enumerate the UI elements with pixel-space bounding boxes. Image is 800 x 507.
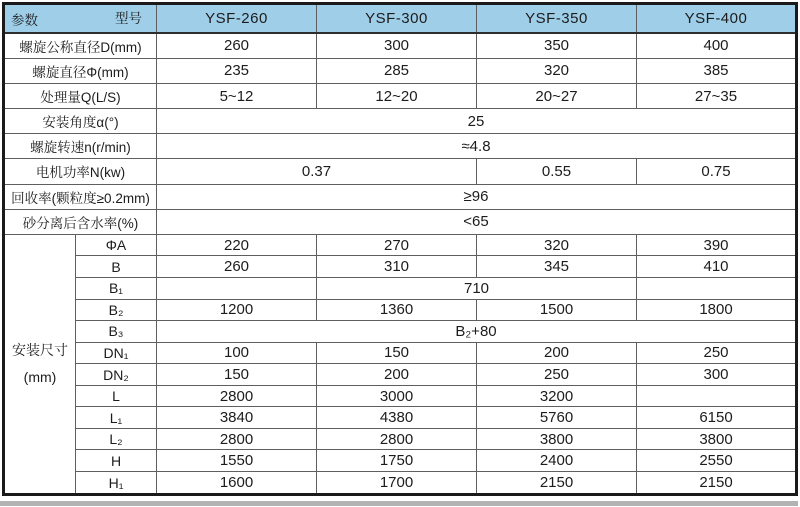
install-value-cell: 270 <box>317 234 477 256</box>
install-value-cell <box>637 277 797 299</box>
install-sub-label: DN₂ <box>76 364 157 386</box>
param-value-cell: 0.55 <box>477 159 637 184</box>
param-value-cell: 350 <box>477 33 637 59</box>
install-value-cell: 345 <box>477 256 637 278</box>
param-row-label: 砂分离后含水率(%) <box>4 209 157 234</box>
param-value-cell: 25 <box>157 109 797 134</box>
install-row <box>4 407 797 429</box>
install-row <box>4 321 797 343</box>
header-row <box>4 4 797 33</box>
install-value-cell: 5760 <box>477 407 637 429</box>
install-value-cell: 4380 <box>317 407 477 429</box>
model-header-3: YSF-350 <box>477 4 637 33</box>
install-value-cell: 150 <box>157 364 317 386</box>
param-row-label: 螺旋公称直径D(mm) <box>4 33 157 59</box>
install-value-cell: 1700 <box>317 472 477 495</box>
param-row <box>4 83 797 108</box>
install-sub-label: L₁ <box>76 407 157 429</box>
install-row <box>4 342 797 364</box>
install-value-cell: 1750 <box>317 450 477 472</box>
install-value-cell: 200 <box>317 364 477 386</box>
install-value-cell: 3200 <box>477 385 637 407</box>
install-row <box>4 385 797 407</box>
install-value-cell: 3840 <box>157 407 317 429</box>
install-value-cell: 1550 <box>157 450 317 472</box>
install-value-cell: 310 <box>317 256 477 278</box>
param-value-cell: 0.75 <box>637 159 797 184</box>
model-header-4: YSF-400 <box>637 4 797 33</box>
param-value-cell: 300 <box>317 33 477 59</box>
install-value-cell: 2150 <box>477 472 637 495</box>
param-value-cell: 235 <box>157 58 317 83</box>
install-row <box>4 256 797 278</box>
install-value-cell: 2550 <box>637 450 797 472</box>
install-value-cell: 2800 <box>317 428 477 450</box>
param-row <box>4 58 797 83</box>
install-value-cell: 3000 <box>317 385 477 407</box>
install-value-cell: 100 <box>157 342 317 364</box>
param-row-label: 回收率(颗粒度≥0.2mm) <box>4 184 157 209</box>
corner-param-label: 参数 <box>11 12 38 28</box>
install-sub-label: DN₁ <box>76 342 157 364</box>
param-value-cell: 12~20 <box>317 83 477 108</box>
install-sub-label: L <box>76 385 157 407</box>
install-group-label-line2: (mm) <box>23 368 57 385</box>
scan-edge-shadow <box>0 501 798 506</box>
install-row <box>4 472 797 495</box>
param-value-cell: 260 <box>157 33 317 59</box>
param-value-cell: ≥96 <box>157 184 797 209</box>
install-sub-label: H <box>76 450 157 472</box>
install-value-cell: 200 <box>477 342 637 364</box>
param-value-cell: 5~12 <box>157 83 317 108</box>
install-value-cell: 3800 <box>477 428 637 450</box>
param-value-cell: 385 <box>637 58 797 83</box>
param-value-cell: <65 <box>157 209 797 234</box>
param-row-label: 安装角度α(°) <box>4 109 157 134</box>
install-row <box>4 234 797 256</box>
install-value-cell: 1360 <box>317 299 477 321</box>
install-value-cell: 710 <box>317 277 637 299</box>
install-value-cell: 250 <box>637 342 797 364</box>
install-value-cell: 300 <box>637 364 797 386</box>
param-value-cell: 320 <box>477 58 637 83</box>
install-sub-label: ΦA <box>76 234 157 256</box>
install-group-label-line1: 安装尺寸 <box>12 342 68 359</box>
param-value-cell: 0.37 <box>157 159 477 184</box>
install-value-cell: 2400 <box>477 450 637 472</box>
param-row <box>4 134 797 159</box>
corner-header-cell <box>4 4 157 33</box>
param-value-cell: 20~27 <box>477 83 637 108</box>
install-sub-label: H₁ <box>76 472 157 495</box>
install-value-cell: B₂+80 <box>157 321 797 343</box>
install-value-cell: 150 <box>317 342 477 364</box>
install-sub-label: B₂ <box>76 299 157 321</box>
install-value-cell: 2800 <box>157 428 317 450</box>
param-row <box>4 33 797 59</box>
param-row <box>4 184 797 209</box>
param-value-cell: ≈4.8 <box>157 134 797 159</box>
install-value-cell: 2800 <box>157 385 317 407</box>
corner-model-label: 型号 <box>115 11 142 26</box>
param-row-label: 螺旋直径Φ(mm) <box>4 58 157 83</box>
install-row <box>4 428 797 450</box>
install-value-cell: 2150 <box>637 472 797 495</box>
install-sub-label: B <box>76 256 157 278</box>
param-row-label: 螺旋转速n(r/min) <box>4 134 157 159</box>
install-row <box>4 277 797 299</box>
install-value-cell: 1500 <box>477 299 637 321</box>
param-row-label: 处理量Q(L/S) <box>4 83 157 108</box>
install-value-cell: 6150 <box>637 407 797 429</box>
param-value-cell: 400 <box>637 33 797 59</box>
install-sub-label: B₁ <box>76 277 157 299</box>
install-value-cell: 390 <box>637 234 797 256</box>
param-row <box>4 159 797 184</box>
install-row <box>4 299 797 321</box>
install-sub-label: B₃ <box>76 321 157 343</box>
install-sub-label: L₂ <box>76 428 157 450</box>
install-group-label <box>4 234 76 494</box>
param-value-cell: 27~35 <box>637 83 797 108</box>
install-value-cell: 1200 <box>157 299 317 321</box>
model-header-2: YSF-300 <box>317 4 477 33</box>
install-row <box>4 364 797 386</box>
install-value-cell: 410 <box>637 256 797 278</box>
install-value-cell: 250 <box>477 364 637 386</box>
install-value-cell: 1800 <box>637 299 797 321</box>
spec-table <box>2 2 798 496</box>
install-value-cell <box>637 385 797 407</box>
param-row <box>4 209 797 234</box>
install-value-cell: 1600 <box>157 472 317 495</box>
install-value-cell <box>157 277 317 299</box>
install-row <box>4 450 797 472</box>
install-value-cell: 3800 <box>637 428 797 450</box>
install-value-cell: 220 <box>157 234 317 256</box>
param-row <box>4 109 797 134</box>
model-header-1: YSF-260 <box>157 4 317 33</box>
install-value-cell: 260 <box>157 256 317 278</box>
param-row-label: 电机功率N(kw) <box>4 159 157 184</box>
install-value-cell: 320 <box>477 234 637 256</box>
param-value-cell: 285 <box>317 58 477 83</box>
